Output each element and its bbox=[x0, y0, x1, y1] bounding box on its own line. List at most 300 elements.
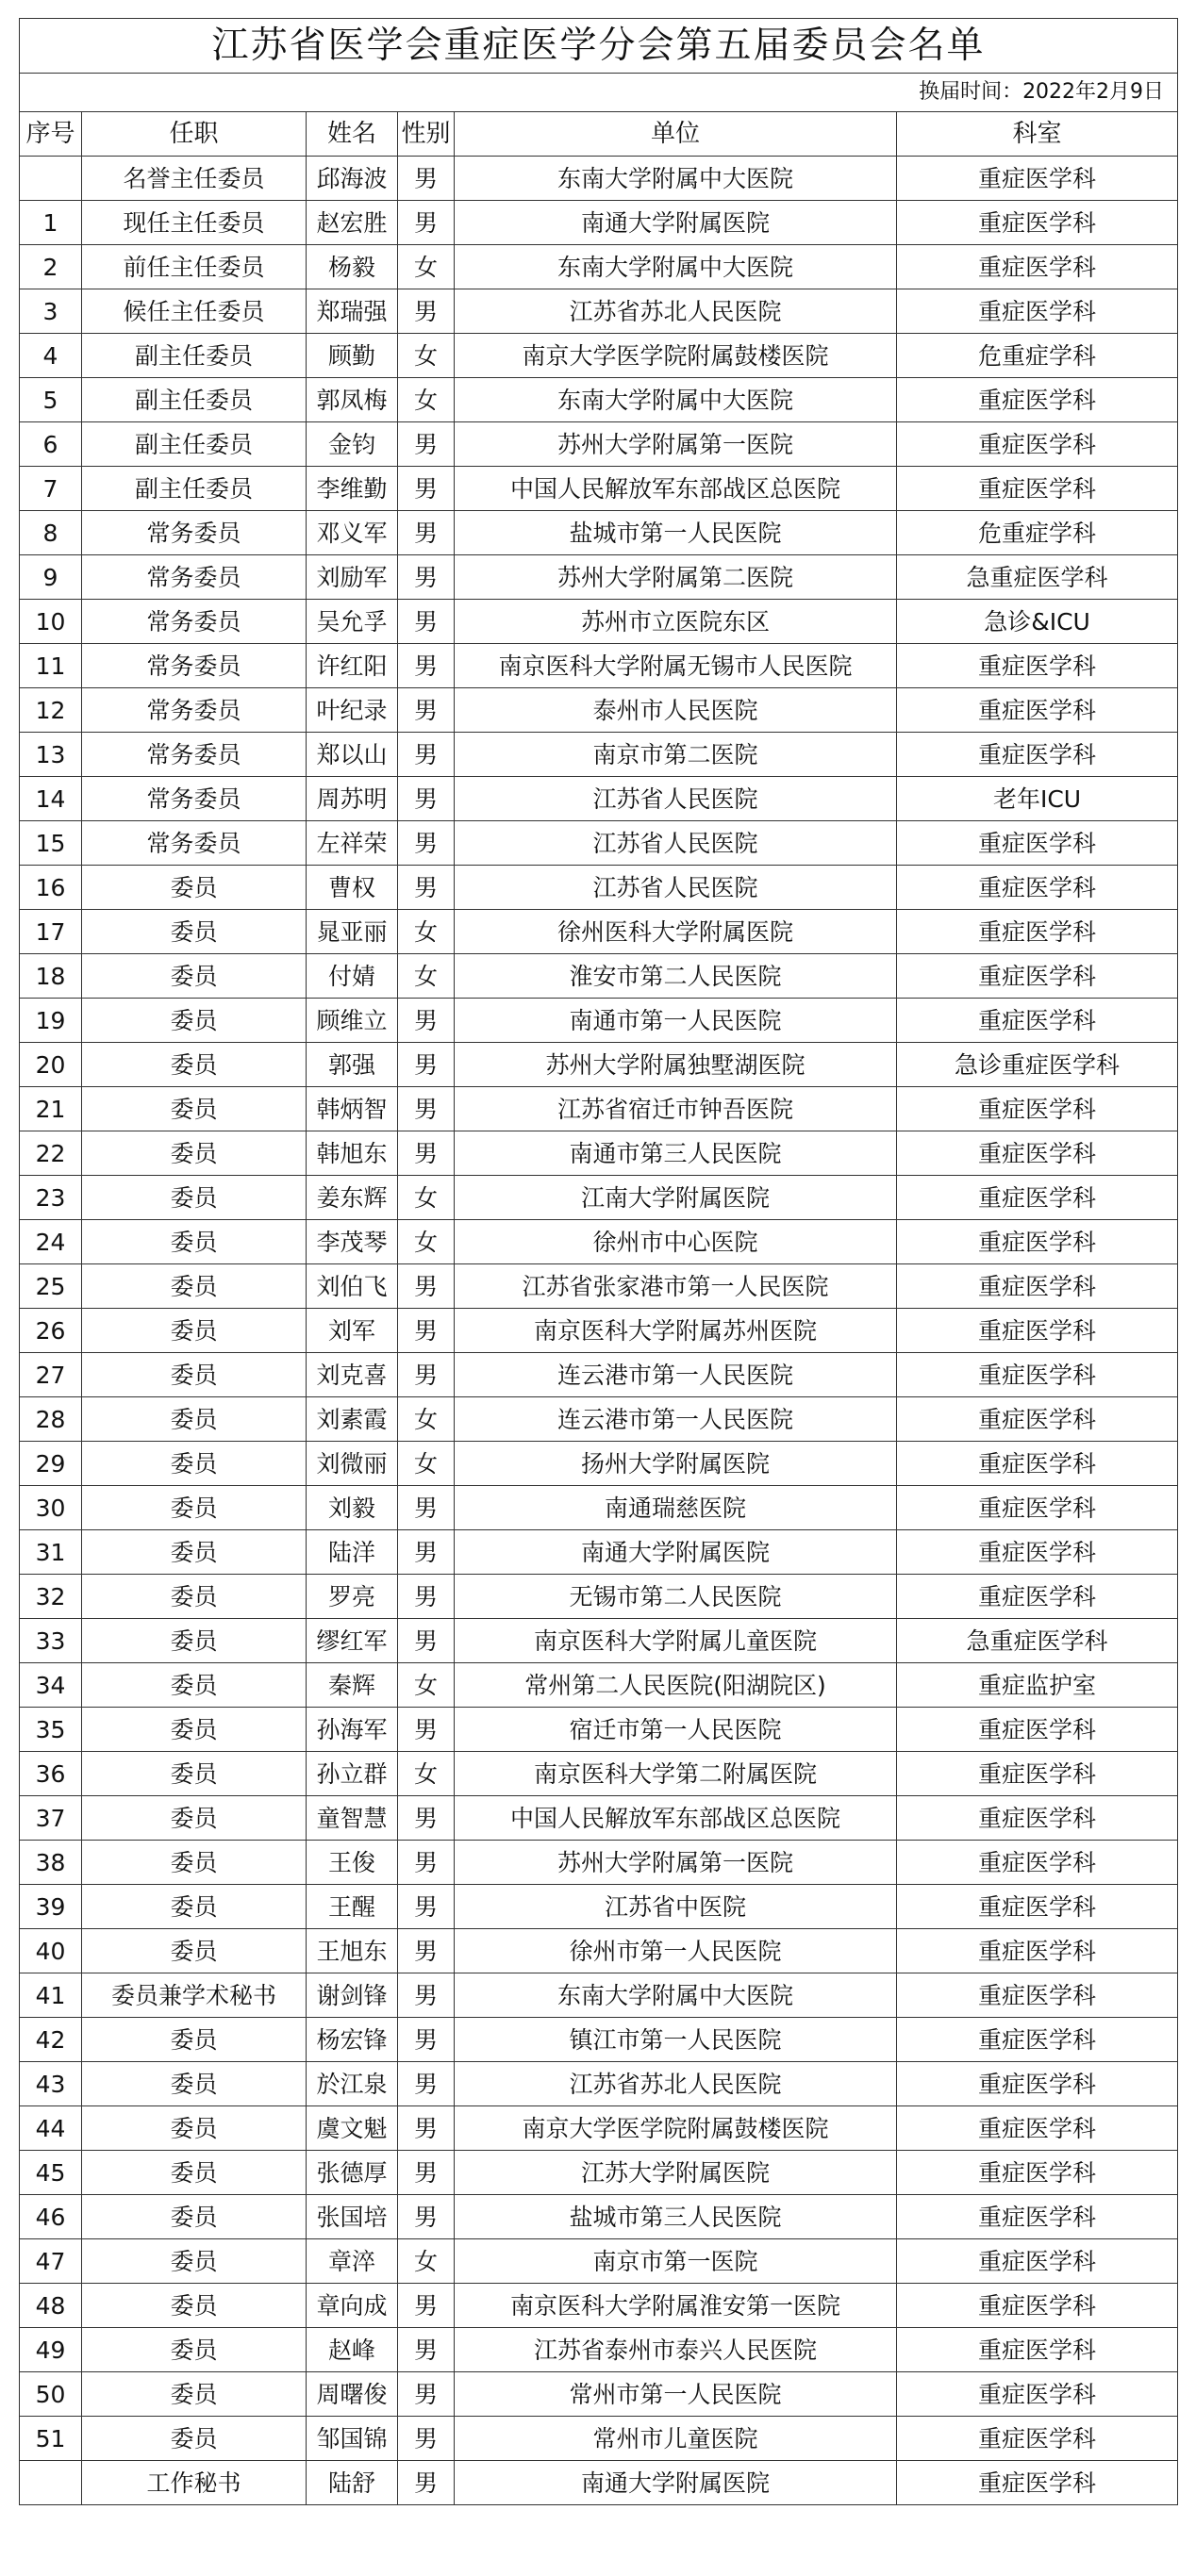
cell-number: 8 bbox=[20, 511, 82, 555]
cell-sex: 男 bbox=[398, 1131, 455, 1176]
header-unit: 单位 bbox=[455, 112, 897, 157]
table-row bbox=[20, 334, 1178, 378]
cell-number: 5 bbox=[20, 378, 82, 422]
cell-sex: 男 bbox=[398, 2372, 455, 2417]
cell-department: 重症医学科 bbox=[897, 1752, 1178, 1796]
table-row bbox=[20, 555, 1178, 600]
cell-department: 重症医学科 bbox=[897, 1929, 1178, 1973]
cell-position: 委员 bbox=[82, 1663, 307, 1708]
cell-name: 李茂琴 bbox=[307, 1220, 398, 1264]
cell-department: 重症医学科 bbox=[897, 1885, 1178, 1929]
cell-sex: 男 bbox=[398, 157, 455, 201]
table-row bbox=[20, 157, 1178, 201]
cell-number: 23 bbox=[20, 1176, 82, 1220]
cell-name: 姜东辉 bbox=[307, 1176, 398, 1220]
header-position: 任职 bbox=[82, 112, 307, 157]
cell-name: 赵峰 bbox=[307, 2328, 398, 2372]
cell-position: 委员 bbox=[82, 1442, 307, 1486]
cell-name: 刘克喜 bbox=[307, 1353, 398, 1397]
cell-unit: 苏州大学附属第一医院 bbox=[455, 422, 897, 467]
cell-sex: 男 bbox=[398, 2062, 455, 2106]
election-date: 换届时间：2022年2月9日 bbox=[20, 74, 1178, 112]
cell-name: 邱海波 bbox=[307, 157, 398, 201]
cell-position: 委员 bbox=[82, 1796, 307, 1841]
cell-name: 李维勤 bbox=[307, 467, 398, 511]
cell-name: 虞文魁 bbox=[307, 2106, 398, 2151]
cell-sex: 男 bbox=[398, 1885, 455, 1929]
cell-department: 重症医学科 bbox=[897, 1442, 1178, 1486]
cell-unit: 无锡市第二人民医院 bbox=[455, 1575, 897, 1619]
cell-department: 重症医学科 bbox=[897, 1397, 1178, 1442]
cell-name: 邹国锦 bbox=[307, 2417, 398, 2461]
table-row bbox=[20, 511, 1178, 555]
cell-unit: 中国人民解放军东部战区总医院 bbox=[455, 1796, 897, 1841]
table-row bbox=[20, 1486, 1178, 1530]
cell-name: 王醒 bbox=[307, 1885, 398, 1929]
cell-number: 4 bbox=[20, 334, 82, 378]
cell-unit: 苏州大学附属第二医院 bbox=[455, 555, 897, 600]
cell-name: 付婧 bbox=[307, 954, 398, 999]
table-row bbox=[20, 1841, 1178, 1885]
cell-unit: 常州市儿童医院 bbox=[455, 2417, 897, 2461]
table-row bbox=[20, 1353, 1178, 1397]
cell-name: 刘素霞 bbox=[307, 1397, 398, 1442]
cell-name: 於江泉 bbox=[307, 2062, 398, 2106]
cell-position: 副主任委员 bbox=[82, 378, 307, 422]
cell-position: 委员 bbox=[82, 1619, 307, 1663]
table-row bbox=[20, 910, 1178, 954]
cell-unit: 江苏省人民医院 bbox=[455, 866, 897, 910]
cell-unit: 江南大学附属医院 bbox=[455, 1176, 897, 1220]
cell-sex: 女 bbox=[398, 245, 455, 289]
cell-name: 张国培 bbox=[307, 2195, 398, 2239]
cell-name: 刘毅 bbox=[307, 1486, 398, 1530]
cell-department: 重症医学科 bbox=[897, 2372, 1178, 2417]
cell-unit: 淮安市第二人民医院 bbox=[455, 954, 897, 999]
cell-sex: 男 bbox=[398, 467, 455, 511]
cell-name: 章向成 bbox=[307, 2284, 398, 2328]
cell-department: 重症医学科 bbox=[897, 1176, 1178, 1220]
table-row bbox=[20, 866, 1178, 910]
cell-unit: 东南大学附属中大医院 bbox=[455, 1973, 897, 2018]
cell-sex: 男 bbox=[398, 1708, 455, 1752]
cell-unit: 南京医科大学第二附属医院 bbox=[455, 1752, 897, 1796]
cell-department: 重症医学科 bbox=[897, 1264, 1178, 1309]
cell-number: 40 bbox=[20, 1929, 82, 1973]
cell-unit: 南京医科大学附属无锡市人民医院 bbox=[455, 644, 897, 688]
cell-sex: 女 bbox=[398, 910, 455, 954]
cell-sex: 男 bbox=[398, 555, 455, 600]
cell-unit: 连云港市第一人民医院 bbox=[455, 1397, 897, 1442]
cell-sex: 男 bbox=[398, 821, 455, 866]
cell-sex: 男 bbox=[398, 600, 455, 644]
table-row bbox=[20, 245, 1178, 289]
table-row bbox=[20, 2461, 1178, 2505]
cell-position: 委员 bbox=[82, 910, 307, 954]
cell-unit: 扬州大学附属医院 bbox=[455, 1442, 897, 1486]
cell-number: 3 bbox=[20, 289, 82, 334]
cell-name: 金钧 bbox=[307, 422, 398, 467]
cell-department: 重症医学科 bbox=[897, 1530, 1178, 1575]
cell-unit: 江苏省人民医院 bbox=[455, 821, 897, 866]
cell-unit: 南京大学医学院附属鼓楼医院 bbox=[455, 334, 897, 378]
cell-sex: 女 bbox=[398, 1442, 455, 1486]
cell-position: 委员 bbox=[82, 2239, 307, 2284]
cell-position: 工作秘书 bbox=[82, 2461, 307, 2505]
cell-number: 12 bbox=[20, 688, 82, 733]
cell-number: 26 bbox=[20, 1309, 82, 1353]
cell-department: 重症医学科 bbox=[897, 1309, 1178, 1353]
cell-unit: 南通大学附属医院 bbox=[455, 2461, 897, 2505]
cell-unit: 东南大学附属中大医院 bbox=[455, 157, 897, 201]
cell-department: 重症医学科 bbox=[897, 467, 1178, 511]
cell-name: 王旭东 bbox=[307, 1929, 398, 1973]
cell-unit: 常州市第一人民医院 bbox=[455, 2372, 897, 2417]
title-row bbox=[20, 19, 1178, 74]
cell-number: 45 bbox=[20, 2151, 82, 2195]
table-row bbox=[20, 2195, 1178, 2239]
cell-sex: 女 bbox=[398, 378, 455, 422]
cell-name: 杨毅 bbox=[307, 245, 398, 289]
cell-number: 11 bbox=[20, 644, 82, 688]
table-row bbox=[20, 1885, 1178, 1929]
cell-number: 22 bbox=[20, 1131, 82, 1176]
cell-department: 重症医学科 bbox=[897, 157, 1178, 201]
table-row bbox=[20, 1043, 1178, 1087]
cell-number: 35 bbox=[20, 1708, 82, 1752]
cell-number: 47 bbox=[20, 2239, 82, 2284]
cell-department: 重症医学科 bbox=[897, 1486, 1178, 1530]
cell-department: 重症医学科 bbox=[897, 1087, 1178, 1131]
cell-unit: 江苏省中医院 bbox=[455, 1885, 897, 1929]
cell-department: 重症医学科 bbox=[897, 2195, 1178, 2239]
cell-department: 急诊&ICU bbox=[897, 600, 1178, 644]
cell-position: 委员兼学术秘书 bbox=[82, 1973, 307, 2018]
cell-department: 重症医学科 bbox=[897, 2328, 1178, 2372]
cell-sex: 男 bbox=[398, 1264, 455, 1309]
cell-position: 常务委员 bbox=[82, 600, 307, 644]
cell-name: 韩旭东 bbox=[307, 1131, 398, 1176]
table-row bbox=[20, 1309, 1178, 1353]
cell-number: 36 bbox=[20, 1752, 82, 1796]
table-row bbox=[20, 1663, 1178, 1708]
cell-position: 常务委员 bbox=[82, 644, 307, 688]
cell-number: 51 bbox=[20, 2417, 82, 2461]
cell-number bbox=[20, 2461, 82, 2505]
cell-number: 6 bbox=[20, 422, 82, 467]
cell-department: 重症医学科 bbox=[897, 866, 1178, 910]
cell-position: 委员 bbox=[82, 1176, 307, 1220]
cell-unit: 苏州大学附属第一医院 bbox=[455, 1841, 897, 1885]
cell-position: 委员 bbox=[82, 1220, 307, 1264]
cell-unit: 徐州市中心医院 bbox=[455, 1220, 897, 1264]
cell-unit: 常州第二人民医院(阳湖院区) bbox=[455, 1663, 897, 1708]
cell-name: 陆洋 bbox=[307, 1530, 398, 1575]
cell-number: 29 bbox=[20, 1442, 82, 1486]
cell-name: 郑瑞强 bbox=[307, 289, 398, 334]
cell-number: 2 bbox=[20, 245, 82, 289]
table-row bbox=[20, 644, 1178, 688]
cell-unit: 南通大学附属医院 bbox=[455, 1530, 897, 1575]
cell-sex: 男 bbox=[398, 1353, 455, 1397]
cell-number: 41 bbox=[20, 1973, 82, 2018]
cell-department: 重症医学科 bbox=[897, 1841, 1178, 1885]
cell-number: 21 bbox=[20, 1087, 82, 1131]
cell-department: 重症监护室 bbox=[897, 1663, 1178, 1708]
cell-name: 顾维立 bbox=[307, 999, 398, 1043]
cell-unit: 中国人民解放军东部战区总医院 bbox=[455, 467, 897, 511]
cell-sex: 男 bbox=[398, 201, 455, 245]
cell-position: 常务委员 bbox=[82, 555, 307, 600]
table-row bbox=[20, 777, 1178, 821]
cell-sex: 男 bbox=[398, 511, 455, 555]
table-row bbox=[20, 2372, 1178, 2417]
cell-number: 10 bbox=[20, 600, 82, 644]
cell-department: 重症医学科 bbox=[897, 289, 1178, 334]
cell-department: 重症医学科 bbox=[897, 1575, 1178, 1619]
cell-position: 委员 bbox=[82, 1841, 307, 1885]
table-row bbox=[20, 1131, 1178, 1176]
cell-name: 王俊 bbox=[307, 1841, 398, 1885]
cell-position: 常务委员 bbox=[82, 821, 307, 866]
cell-name: 周曙俊 bbox=[307, 2372, 398, 2417]
cell-name: 杨宏锋 bbox=[307, 2018, 398, 2062]
table-row bbox=[20, 1973, 1178, 2018]
cell-sex: 男 bbox=[398, 1575, 455, 1619]
cell-department: 重症医学科 bbox=[897, 2018, 1178, 2062]
cell-sex: 男 bbox=[398, 777, 455, 821]
cell-sex: 女 bbox=[398, 1220, 455, 1264]
cell-position: 委员 bbox=[82, 1043, 307, 1087]
cell-position: 委员 bbox=[82, 1575, 307, 1619]
cell-number: 30 bbox=[20, 1486, 82, 1530]
cell-position: 委员 bbox=[82, 954, 307, 999]
cell-department: 急重症医学科 bbox=[897, 1619, 1178, 1663]
cell-name: 刘微丽 bbox=[307, 1442, 398, 1486]
cell-number: 32 bbox=[20, 1575, 82, 1619]
cell-number: 9 bbox=[20, 555, 82, 600]
cell-unit: 南通瑞慈医院 bbox=[455, 1486, 897, 1530]
cell-department: 重症医学科 bbox=[897, 733, 1178, 777]
cell-unit: 苏州大学附属独墅湖医院 bbox=[455, 1043, 897, 1087]
cell-sex: 男 bbox=[398, 289, 455, 334]
table-row bbox=[20, 999, 1178, 1043]
table-row bbox=[20, 467, 1178, 511]
cell-position: 委员 bbox=[82, 1087, 307, 1131]
cell-unit: 江苏省苏北人民医院 bbox=[455, 2062, 897, 2106]
table-row bbox=[20, 1264, 1178, 1309]
cell-department: 危重症学科 bbox=[897, 511, 1178, 555]
cell-position: 副主任委员 bbox=[82, 467, 307, 511]
cell-number: 14 bbox=[20, 777, 82, 821]
table-row bbox=[20, 1575, 1178, 1619]
cell-name: 孙海军 bbox=[307, 1708, 398, 1752]
cell-department: 重症医学科 bbox=[897, 2239, 1178, 2284]
cell-number: 50 bbox=[20, 2372, 82, 2417]
cell-sex: 男 bbox=[398, 1973, 455, 2018]
cell-number: 28 bbox=[20, 1397, 82, 1442]
cell-number: 39 bbox=[20, 1885, 82, 1929]
cell-position: 委员 bbox=[82, 1708, 307, 1752]
cell-position: 委员 bbox=[82, 1752, 307, 1796]
table-row bbox=[20, 688, 1178, 733]
header-department: 科室 bbox=[897, 112, 1178, 157]
cell-unit: 江苏大学附属医院 bbox=[455, 2151, 897, 2195]
cell-unit: 南京医科大学附属淮安第一医院 bbox=[455, 2284, 897, 2328]
cell-name: 章淬 bbox=[307, 2239, 398, 2284]
cell-sex: 男 bbox=[398, 1929, 455, 1973]
cell-name: 韩炳智 bbox=[307, 1087, 398, 1131]
cell-name: 谢剑锋 bbox=[307, 1973, 398, 2018]
cell-name: 郑以山 bbox=[307, 733, 398, 777]
cell-unit: 宿迁市第一人民医院 bbox=[455, 1708, 897, 1752]
cell-unit: 南京市第二医院 bbox=[455, 733, 897, 777]
cell-number: 31 bbox=[20, 1530, 82, 1575]
cell-position: 委员 bbox=[82, 1353, 307, 1397]
cell-sex: 男 bbox=[398, 1486, 455, 1530]
cell-unit: 徐州市第一人民医院 bbox=[455, 1929, 897, 1973]
cell-unit: 苏州市立医院东区 bbox=[455, 600, 897, 644]
cell-name: 童智慧 bbox=[307, 1796, 398, 1841]
cell-position: 委员 bbox=[82, 999, 307, 1043]
table-row bbox=[20, 2417, 1178, 2461]
cell-sex: 女 bbox=[398, 954, 455, 999]
cell-department: 重症医学科 bbox=[897, 1220, 1178, 1264]
cell-position: 常务委员 bbox=[82, 733, 307, 777]
cell-number: 7 bbox=[20, 467, 82, 511]
cell-number: 48 bbox=[20, 2284, 82, 2328]
cell-position: 委员 bbox=[82, 1530, 307, 1575]
cell-position: 前任主任委员 bbox=[82, 245, 307, 289]
cell-number: 13 bbox=[20, 733, 82, 777]
table-row bbox=[20, 1530, 1178, 1575]
header-row bbox=[20, 112, 1178, 157]
cell-sex: 男 bbox=[398, 1841, 455, 1885]
cell-unit: 南通大学附属医院 bbox=[455, 201, 897, 245]
cell-name: 赵宏胜 bbox=[307, 201, 398, 245]
cell-unit: 南京市第一医院 bbox=[455, 2239, 897, 2284]
table-row bbox=[20, 1397, 1178, 1442]
cell-number: 17 bbox=[20, 910, 82, 954]
table-row bbox=[20, 733, 1178, 777]
cell-department: 重症医学科 bbox=[897, 2106, 1178, 2151]
cell-department: 重症医学科 bbox=[897, 910, 1178, 954]
cell-number: 46 bbox=[20, 2195, 82, 2239]
cell-name: 秦辉 bbox=[307, 1663, 398, 1708]
header-name: 姓名 bbox=[307, 112, 398, 157]
cell-sex: 男 bbox=[398, 1619, 455, 1663]
cell-position: 委员 bbox=[82, 2106, 307, 2151]
cell-number: 24 bbox=[20, 1220, 82, 1264]
cell-number: 42 bbox=[20, 2018, 82, 2062]
table-row bbox=[20, 378, 1178, 422]
cell-number: 25 bbox=[20, 1264, 82, 1309]
cell-unit: 江苏省泰州市泰兴人民医院 bbox=[455, 2328, 897, 2372]
cell-name: 邓义军 bbox=[307, 511, 398, 555]
cell-department: 重症医学科 bbox=[897, 1353, 1178, 1397]
cell-department: 重症医学科 bbox=[897, 688, 1178, 733]
cell-position: 委员 bbox=[82, 2018, 307, 2062]
cell-sex: 女 bbox=[398, 2239, 455, 2284]
cell-unit: 泰州市人民医院 bbox=[455, 688, 897, 733]
cell-position: 常务委员 bbox=[82, 511, 307, 555]
cell-sex: 女 bbox=[398, 1176, 455, 1220]
cell-unit: 镇江市第一人民医院 bbox=[455, 2018, 897, 2062]
cell-name: 吴允孚 bbox=[307, 600, 398, 644]
cell-sex: 男 bbox=[398, 1087, 455, 1131]
table-row bbox=[20, 821, 1178, 866]
table-row bbox=[20, 289, 1178, 334]
cell-unit: 江苏省张家港市第一人民医院 bbox=[455, 1264, 897, 1309]
cell-position: 委员 bbox=[82, 1929, 307, 1973]
cell-name: 曹权 bbox=[307, 866, 398, 910]
cell-department: 重症医学科 bbox=[897, 2461, 1178, 2505]
cell-unit: 南京大学医学院附属鼓楼医院 bbox=[455, 2106, 897, 2151]
table-row bbox=[20, 2062, 1178, 2106]
table-row bbox=[20, 201, 1178, 245]
cell-department: 重症医学科 bbox=[897, 245, 1178, 289]
table-row bbox=[20, 1929, 1178, 1973]
header-sex: 性别 bbox=[398, 112, 455, 157]
cell-unit: 南京医科大学附属儿童医院 bbox=[455, 1619, 897, 1663]
cell-department: 重症医学科 bbox=[897, 1131, 1178, 1176]
cell-name: 郭强 bbox=[307, 1043, 398, 1087]
cell-number bbox=[20, 157, 82, 201]
cell-name: 顾勤 bbox=[307, 334, 398, 378]
cell-sex: 女 bbox=[398, 1752, 455, 1796]
cell-position: 委员 bbox=[82, 2195, 307, 2239]
cell-unit: 南通市第三人民医院 bbox=[455, 1131, 897, 1176]
cell-name: 刘伯飞 bbox=[307, 1264, 398, 1309]
cell-name: 周苏明 bbox=[307, 777, 398, 821]
header-number: 序号 bbox=[20, 112, 82, 157]
cell-name: 晁亚丽 bbox=[307, 910, 398, 954]
cell-number: 33 bbox=[20, 1619, 82, 1663]
cell-sex: 男 bbox=[398, 999, 455, 1043]
cell-sex: 男 bbox=[398, 644, 455, 688]
cell-name: 左祥荣 bbox=[307, 821, 398, 866]
cell-name: 缪红军 bbox=[307, 1619, 398, 1663]
cell-position: 委员 bbox=[82, 866, 307, 910]
cell-number: 43 bbox=[20, 2062, 82, 2106]
cell-department: 重症医学科 bbox=[897, 2417, 1178, 2461]
cell-department: 重症医学科 bbox=[897, 999, 1178, 1043]
cell-unit: 东南大学附属中大医院 bbox=[455, 245, 897, 289]
cell-sex: 男 bbox=[398, 1309, 455, 1353]
cell-unit: 江苏省苏北人民医院 bbox=[455, 289, 897, 334]
cell-number: 49 bbox=[20, 2328, 82, 2372]
cell-number: 1 bbox=[20, 201, 82, 245]
cell-position: 委员 bbox=[82, 1397, 307, 1442]
cell-unit: 江苏省人民医院 bbox=[455, 777, 897, 821]
cell-unit: 盐城市第一人民医院 bbox=[455, 511, 897, 555]
cell-unit: 东南大学附属中大医院 bbox=[455, 378, 897, 422]
cell-department: 重症医学科 bbox=[897, 1973, 1178, 2018]
cell-position: 委员 bbox=[82, 2372, 307, 2417]
cell-sex: 女 bbox=[398, 1397, 455, 1442]
cell-department: 重症医学科 bbox=[897, 201, 1178, 245]
cell-department: 重症医学科 bbox=[897, 2284, 1178, 2328]
table-row bbox=[20, 2018, 1178, 2062]
cell-name: 陆舒 bbox=[307, 2461, 398, 2505]
table-row bbox=[20, 1087, 1178, 1131]
cell-department: 重症医学科 bbox=[897, 2062, 1178, 2106]
cell-number: 19 bbox=[20, 999, 82, 1043]
cell-sex: 男 bbox=[398, 688, 455, 733]
cell-sex: 男 bbox=[398, 422, 455, 467]
cell-sex: 男 bbox=[398, 2461, 455, 2505]
cell-department: 急重症医学科 bbox=[897, 555, 1178, 600]
